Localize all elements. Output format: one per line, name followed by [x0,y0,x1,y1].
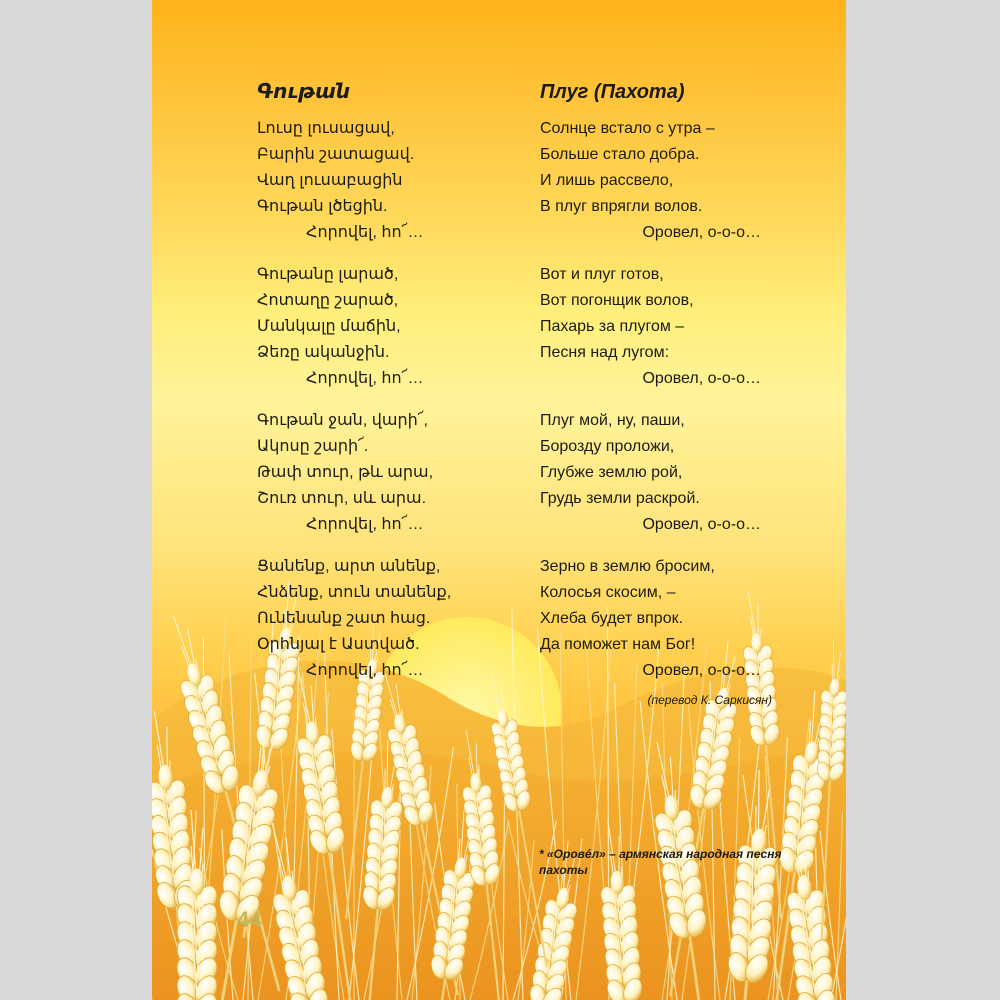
poem-line: Вот погонщик волов, [540,292,694,309]
refrain-line: Հորովել, հո՜… [306,662,424,679]
refrain-line: Հորովել, հո՜… [306,370,424,387]
poem-line: Վաղ լուսաբացին [257,172,403,189]
footnote: * «Оровéл» – армянская народная песня пахоты [539,847,782,877]
poem-line: Пахарь за плугом – [540,318,685,335]
refrain-line: Оровел, о-о-о… [642,370,761,387]
poem-line: Բարին շատացավ. [257,146,415,163]
stanza [540,262,830,392]
poem-line: Вот и плуг готов, [540,266,664,283]
refrain-line: Հորովել, հո՜… [306,516,424,533]
poem-line: Գութան լծեցին. [257,198,388,215]
armenian-poem [257,80,517,700]
poem-line: Хлеба будет впрок. [540,610,684,627]
poem-line: Ունենանք շատ հաց. [257,610,431,627]
poem-line: Ակոսը շարի՜. [257,438,369,455]
poem-line: Գութան ջան, վարի՜, [257,412,428,429]
poem-line: Լուսը լուսացավ, [257,120,395,137]
refrain-line: Оровел, о-о-о… [642,224,761,241]
armenian-title: Գութան [257,81,351,103]
poem-line: Песня над лугом: [540,344,670,361]
poem-line: Շուռ տուր, սև արա. [257,490,427,507]
russian-poem [540,80,830,700]
page-number: 44 [237,907,262,932]
refrain-line: Оровел, о-о-о… [642,516,761,533]
poem-line: Больше стало добра. [540,146,700,163]
stanza [257,408,517,538]
poem-line: Ձեռը ականջին. [257,344,390,361]
poem-line: Колосья скосим, – [540,584,676,601]
stanza [540,408,830,538]
stanza [540,554,830,684]
poem-line: В плуг впрягли волов. [540,198,703,215]
stanza [257,554,517,684]
russian-title: Плуг (Пахота) [540,81,685,103]
poem-line: Плуг мой, ну, паши, [540,412,685,429]
poem-line: Գութանը լարած, [257,266,399,283]
poem-line: Грудь земли раскрой. [540,490,700,507]
refrain-line: Հորովել, հո՜… [306,224,424,241]
poem-line: Зерно в землю бросим, [540,558,715,575]
poem-line: Солнце встало с утра – [540,120,715,137]
poem-line: Да поможет нам Бог! [540,636,696,653]
stanza [257,262,517,392]
poem-line: Глубже землю рой, [540,464,683,481]
stanza [540,116,830,246]
stanza [257,116,517,246]
refrain-line: Оровел, о-о-о… [642,662,761,679]
poem-line: Թափ տուր, թև արա, [257,464,434,481]
translator-note: (перевод К. Саркисян) [647,693,772,707]
poem-line: Борозду проложи, [540,438,675,455]
book-page [152,0,846,1000]
poem-line: Ցանենք, արտ անենք, [257,558,441,575]
poem-line: И лишь рассвело, [540,172,674,189]
poem-line: Մանկալը մաճին, [257,318,401,335]
poem-line: Հնձենք, տուն տանենք, [257,584,452,601]
poem-line: Հոտաղը շարած, [257,292,399,309]
poem-line: Օրհնյալ է Աստված. [257,636,420,653]
